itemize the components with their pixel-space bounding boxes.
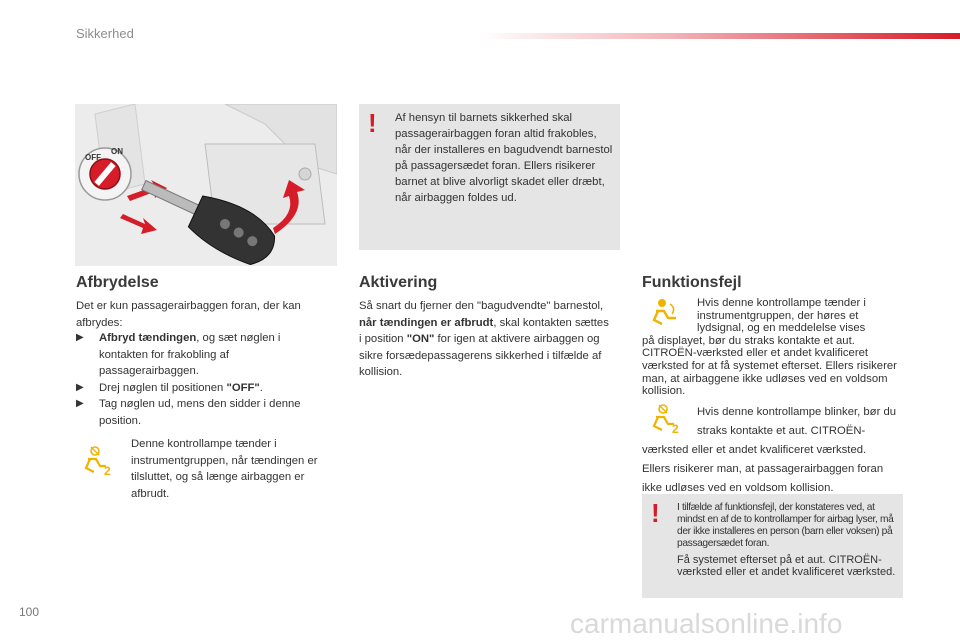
switch-on-label: ON	[111, 147, 123, 156]
fault-warning-text: I tilfælde af funktionsfejl, der konstateres ved, at mindst en af de to kontrollamper for airbag lyser, må der ikke installeres en person (barn eller voksen) på passagersædet foran.	[677, 502, 894, 549]
header-accent-bar	[480, 33, 960, 39]
heading-aktivering: Aktivering	[359, 274, 438, 291]
heading-afbrydelse: Afbrydelse	[76, 274, 159, 291]
exclamation-icon: !	[368, 108, 377, 138]
warning-box-child-seat	[359, 104, 620, 250]
afbrydelse-lamp-text: Denne kontrollampe tænder i instrumentgruppen, når tændingen er tilsluttet, og så længe airbaggen er afbrudt.	[131, 438, 318, 500]
step-1-bold: Afbryd tændingen	[99, 332, 197, 344]
fault-warning-advice: Få systemet efterset på et aut. CITROËN-værksted eller et andet kvalificeret værksted.	[677, 554, 896, 578]
afbrydelse-intro: Det er kun passagerairbaggen foran, der kan afbrydes:	[76, 300, 301, 329]
switch-off-label: OFF	[85, 153, 101, 162]
warning-text: Af hensyn til barnets sikkerhed skal passagerairbaggen foran altid frakobles, når der installeres en bagudvendt barnestol på passagersædet foran. Ellers risikerer barnet at blive alvorligt skadet eller dræbt, når airbaggen foldes ud.	[395, 112, 613, 204]
afbrydelse-step-1	[76, 330, 331, 380]
aktivering-bold-1: når tændingen er afbrudt	[359, 316, 494, 329]
heading-funktionsfejl: Funktionsfejl	[642, 274, 742, 291]
exclamation-icon: !	[651, 498, 660, 528]
afbrydelse-step-3	[76, 396, 331, 430]
aktivering-text-pre: Så snart du fjerner den "bagudvendte" barnestol,	[359, 300, 604, 312]
step-2-end: .	[259, 382, 263, 394]
funktionsfejl-p2-rest: værksted eller et andet kvalificeret værksted. Ellers risikerer man, at passagerairbaggen foran ikke udløses ved en voldsom kollision.	[642, 444, 884, 494]
funktionsfejl-paragraph-2	[642, 403, 897, 498]
funktionsfejl-p2-first: Hvis denne kontrollampe blinker, bør du straks kontakte et aut. CITROËN-	[697, 406, 897, 437]
svg-text:2: 2	[672, 422, 679, 434]
aktivering-bold-2: "ON"	[406, 333, 435, 345]
bullet-arrow-icon: ▶	[76, 382, 84, 393]
aktivering-text-mid: , skal kontakten sættes i position	[359, 316, 609, 345]
step-1-text: , og sæt nøglen i kontakten for frakobling af passagerairbaggen.	[99, 332, 281, 377]
airbag-switch-drawing	[75, 104, 337, 266]
step-3-text: Tag nøglen ud, mens den sidder i denne position.	[99, 398, 301, 427]
svg-text:2: 2	[104, 464, 111, 476]
aktivering-text	[359, 298, 614, 381]
section-title: Sikkerhed	[76, 26, 134, 41]
warning-box-fault	[642, 494, 903, 598]
airbag-off-lamp-icon	[82, 446, 116, 476]
step-2-text: Drej nøglen til positionen	[99, 382, 227, 394]
step-2-bold: "OFF"	[226, 382, 260, 394]
funktionsfejl-paragraph-1	[642, 297, 897, 398]
funktionsfejl-p1-first: Hvis denne kontrollampe tænder i instrumentgruppen, der høres et lydsignal, og en meddelelse vises	[697, 297, 866, 335]
page-number: 100	[19, 605, 40, 619]
aktivering-text-post: for igen at aktivere airbaggen og sikre forsædepassagerens sikkerhed i tilfælde af kollision.	[359, 333, 602, 378]
watermark: carmanualsonline.info	[570, 608, 843, 639]
airbag-switch-illustration	[75, 104, 337, 266]
funktionsfejl-p1-rest: på displayet, bør du straks kontakte et aut. CITROËN-værksted eller et andet kvalificeret værksted for at få systemet efterset. Ellers risikerer man, at airbaggene ikke udløses ved en voldsom kollision.	[642, 334, 897, 398]
bullet-arrow-icon: ▶	[76, 332, 84, 343]
bullet-arrow-icon: ▶	[76, 398, 84, 409]
afbrydelse-step-2	[76, 380, 331, 396]
